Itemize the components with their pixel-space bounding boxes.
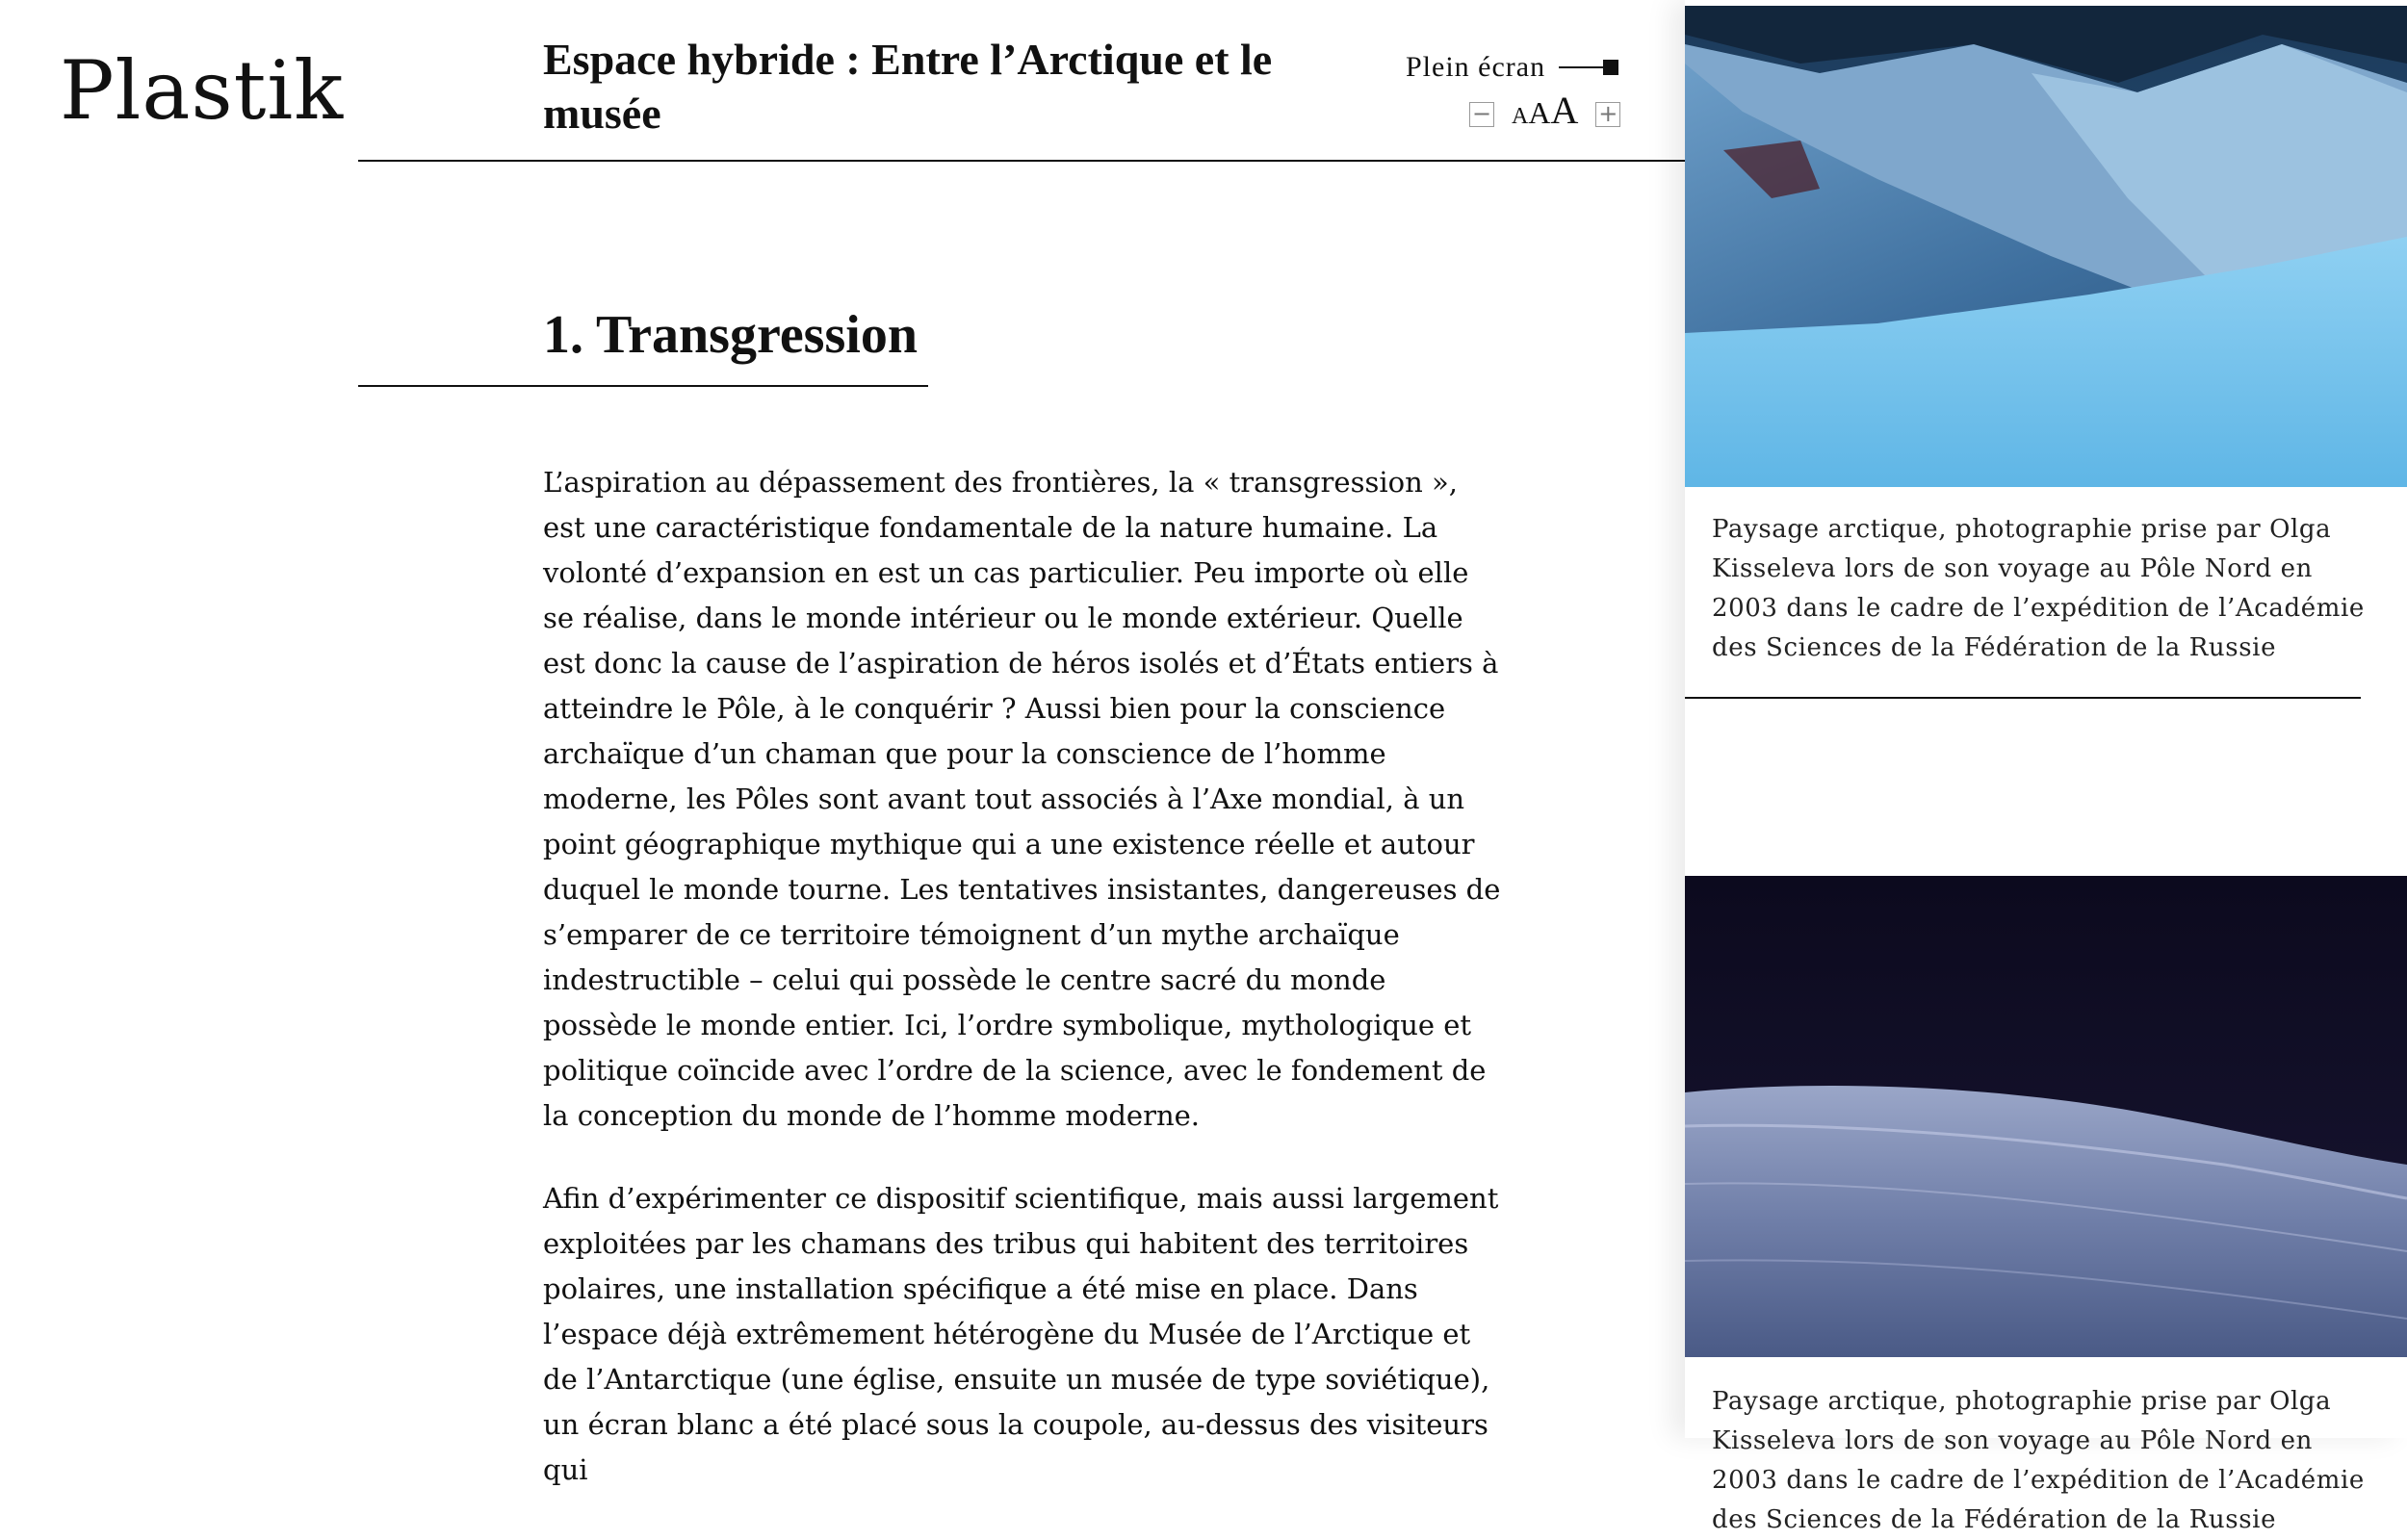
font-increase-button[interactable]: + [1595, 102, 1620, 127]
article-paragraph: L’aspiration au dépassement des frontières, la « transgression », est une caractéristique fondamentale de la nature humaine. La volonté d’expansion en est un cas particulier. Peu importe où elle se réalise, dans le monde intérieur ou le monde extérieur. Quelle est donc la cause de l’aspiration de héros isolés et d’États entiers à atteindre le Pôle, à le conquérir ? Aussi bien pour la conscience archaïque d’un chaman que pour la conscience de l’homme moderne, les Pôles sont avant tout associés à l’Axe mondial, à un point géographique mythique qui a une existence réelle et autour duquel le monde tourne. Les tentatives insistantes, dangereuses de s’emparer de ce territoire témoignent d’un mythe archaïque indestructible – celui qui possède le centre sacré du monde possède le monde entier. Ici, l’ordre symbolique, mythologique et politique coïncide avec l’ordre de la science, avec le fondement de la conception du monde de l’homme moderne. [543, 466, 1501, 1132]
font-decrease-button[interactable]: − [1469, 102, 1494, 127]
article-body [543, 460, 1506, 1530]
header-divider [358, 160, 1685, 162]
sidebar-divider [1685, 697, 2361, 699]
image-sidebar [1685, 0, 2407, 1534]
font-size-options [1512, 88, 1578, 133]
font-size-controls [1469, 89, 1620, 133]
photo-caption: Paysage arctique, photographie prise par Olga Kisseleva lors de son voyage au Pôle Nord en 2003 dans le cadre de l’expédition de l’Académie des Sciences de la Fédération de la Russie [1712, 1387, 2365, 1534]
article-paragraph: Afin d’expérimenter ce dispositif scientifique, mais aussi largement exploitées par les chamans des tribus qui habitent des territoires polaires, une installation spécifique a été mise en place. Dans l’espace déjà extrêmement hétérogène du Musée de l’Arctique et de l’Antarctique (une église, ensuite un musée de type soviétique), un écran blanc a été placé sous la coupole, au-dessus des visiteurs qui [543, 1182, 1499, 1486]
fullscreen-label: Plein écran [1406, 51, 1546, 83]
section-heading: 1. Transgression [543, 305, 918, 365]
arctic-photo-ice-field[interactable] [1685, 876, 2407, 1357]
article-title: Espace hybride : Entre l’Arctique et le musée [543, 35, 1273, 138]
photo-caption: Paysage arctique, photographie prise par Olga Kisseleva lors de son voyage au Pôle Nord en 2003 dans le cadre de l’expédition de l’Académie des Sciences de la Fédération de la Russie [1712, 515, 2365, 662]
font-size-medium[interactable]: A [1528, 95, 1551, 130]
section-divider [358, 385, 928, 387]
arctic-photo-mountains[interactable] [1685, 6, 2407, 487]
site-logo[interactable]: Plastik [60, 43, 345, 138]
font-size-small[interactable]: A [1512, 104, 1529, 129]
font-size-large[interactable]: A [1550, 89, 1579, 132]
fullscreen-switch-icon[interactable] [1559, 58, 1618, 77]
fullscreen-toggle[interactable] [1406, 50, 1618, 85]
